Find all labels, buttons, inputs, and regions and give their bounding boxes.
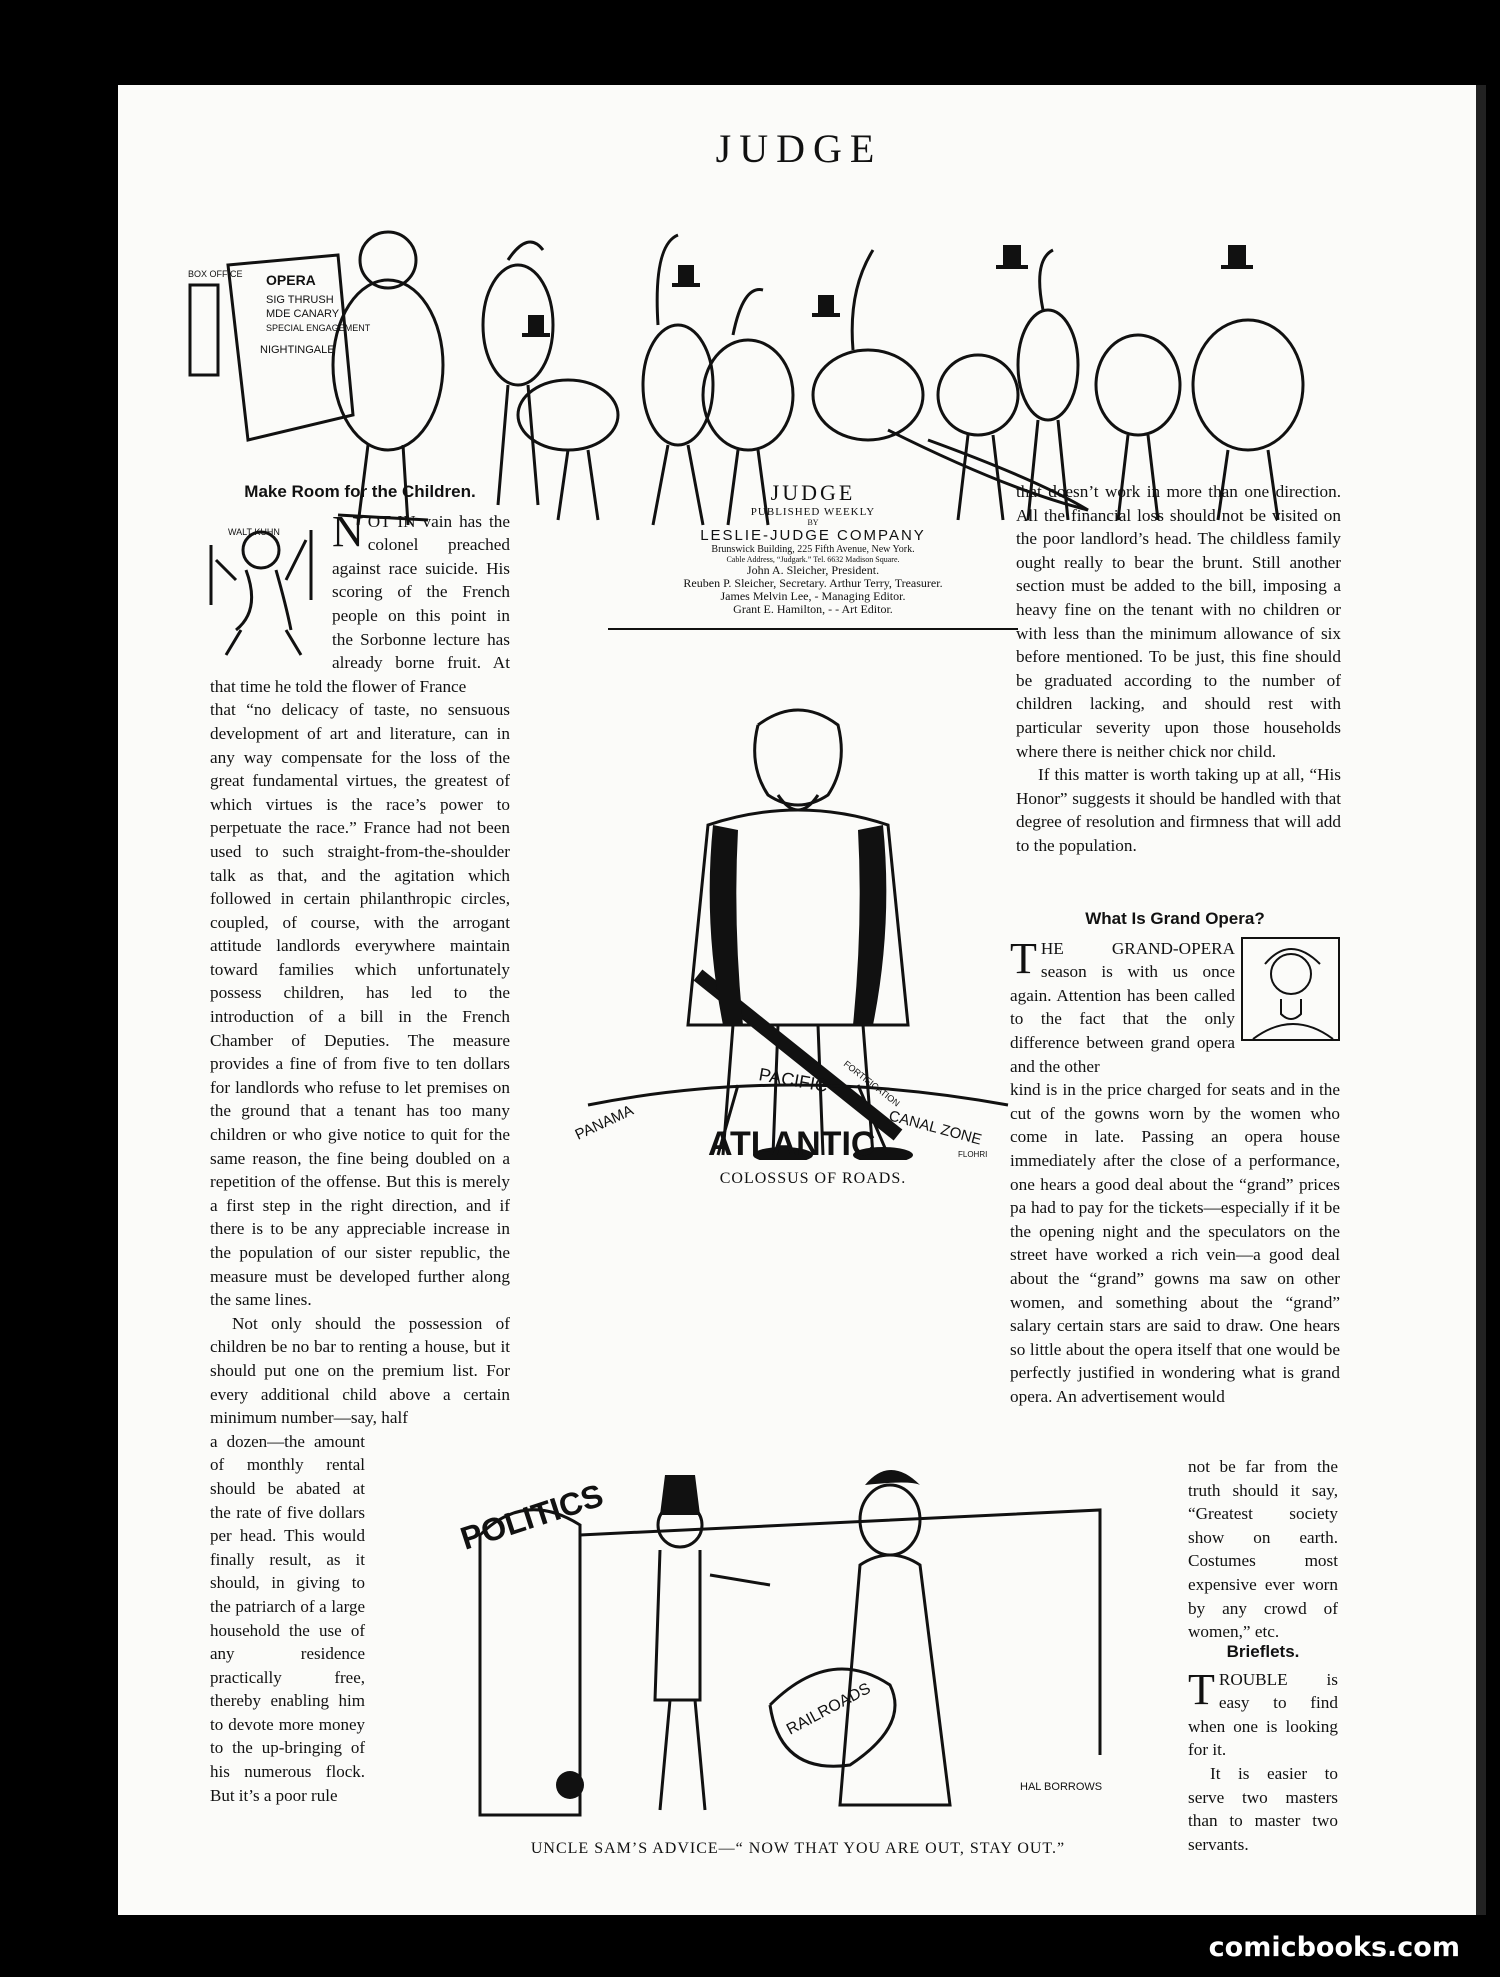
article-children-continued <box>1016 480 1341 858</box>
panama-label: PANAMA <box>572 1101 637 1144</box>
colophon-address: Brunswick Building, 225 Fifth Avenue, New York. <box>711 544 915 555</box>
opera-lady-portrait <box>1241 937 1340 1041</box>
dropcap-n: N <box>332 506 364 556</box>
article-opera <box>1010 907 1340 1408</box>
politics-caption: UNCLE SAM’S ADVICE—“ NOW THAT YOU ARE OUT, STAY OUT.” <box>530 1840 1066 1857</box>
flohri-signature: FLOHRI <box>958 1150 988 1159</box>
article-children-body-4: If this matter is worth taking up at all, “His Honor” suggests it should be handled with that degree of resolution and firmness that will add to the population. <box>1016 765 1341 855</box>
article-children-lead: OT IN vain has the colonel preached against race suicide. His scoring of the French people on this point in the Sorbonne lecture has already borne fruit. At that time he told the flower of France <box>210 511 510 696</box>
colossus-caption: COLOSSUS OF ROADS. <box>719 1170 907 1187</box>
walt-kuhn-signature: WALT KUHN <box>228 527 280 537</box>
article-children-body-2: Not only should the possession of children be no bar to renting a house, but it should put one on the premium list. For every additional child above a certain minimum number—say, half <box>210 1313 510 1428</box>
politics-label: POLITICS <box>456 1476 608 1557</box>
politics-cartoon <box>440 1455 1140 1830</box>
poster-line-1: SIG THRUSH <box>266 294 334 306</box>
brieflets-title: Brieflets. <box>1226 1642 1300 1661</box>
article-opera-body: kind is in the price charged for seats and in the cut of the gowns worn by the women who come in late. Passing an opera house immediately after the close of a performance, one hears a good deal about the “grand” prices pa had to pay for the tickets—especially if it be the opening night and the speculators on the street have worked a rich vein—a good deal about the “grand” gowns ma saw on other women, and something about the “grand” salary certain stars are said to draw. One hears so little about the opera itself that one would be perfectly justified in wondering what is grand opera. An advertisement would <box>1010 1080 1340 1406</box>
colophon-staff-4: Grant E. Hamilton, - - Art Editor. <box>608 603 1018 630</box>
page-binding-edge <box>1476 85 1486 1915</box>
colophon-staff-2: Reuben P. Sleicher, Secretary. Arthur Terry, Treasurer. <box>683 576 943 590</box>
article-children-title: Make Room for the Children. <box>244 482 476 501</box>
dropcap-t-opera: T <box>1010 933 1037 983</box>
atlantic-label: ATLANTIC <box>708 1125 876 1160</box>
poster-opera-text: OPERA <box>266 272 316 288</box>
box-office-sign: BOX OFFICE <box>188 269 243 279</box>
magazine-page <box>118 85 1480 1915</box>
colophon-company: LESLIE-JUDGE COMPANY <box>700 527 926 544</box>
canal-zone-label: CANAL ZONE <box>886 1107 984 1149</box>
article-brieflets <box>1188 1640 1338 1856</box>
fortification-label: FORTIFICATION <box>841 1058 902 1109</box>
poster-line-4: NIGHTINGALE <box>260 344 335 356</box>
colophon-staff-3: James Melvin Lee, - Managing Editor. <box>720 589 906 603</box>
colophon-staff-1: John A. Sleicher, President. <box>746 563 880 577</box>
railroads-label: RAILROADS <box>783 1680 874 1739</box>
colophon-by: BY <box>807 518 819 527</box>
article-children-body-narrow: a dozen—the amount of monthly rental should be abated at the rate of five dollars per head. This would finally result, as it should, in giving to the patriarch of a large household the use of any residence practically free, thereby enabling him to devote more money to the up-bringing of his numerous flock. But it’s a poor rule <box>210 1431 365 1805</box>
brieflets-p2: It is easier to serve two masters than to master two servants. <box>1188 1763 1338 1854</box>
colophon <box>608 480 1018 630</box>
colophon-title: JUDGE <box>770 480 856 505</box>
roosevelt-cartoon <box>206 510 326 660</box>
colophon-published: PUBLISHED WEEKLY <box>750 506 876 518</box>
article-opera-tail <box>1188 1455 1338 1644</box>
article-opera-lead: HE GRAND-OPERA season is with us once again. Attention has been called to the fact that the only difference between grand opera and the other <box>1010 938 1235 1076</box>
dropcap-t-brieflets: T <box>1188 1664 1215 1714</box>
watermark: comicbooks.com <box>1208 1932 1460 1963</box>
poster-line-3: SPECIAL ENGAGEMENT <box>266 323 371 333</box>
brieflets-p1: ROUBLE is easy to find when one is looking for it. <box>1188 1669 1338 1760</box>
borrows-signature: HAL BORROWS <box>1020 1781 1103 1793</box>
pacific-label: PACIFIC <box>757 1064 830 1097</box>
colophon-cable: Cable Address, “Judgark.” Tel. 6632 Madison Square. <box>726 555 900 564</box>
article-opera-title: What Is Grand Opera? <box>1085 909 1265 928</box>
poster-line-2: MDE CANARY <box>266 308 340 320</box>
article-children-body-3: that doesn’t work in more than one direction. All the financial loss should not be visited on the poor landlord’s head. The childless family ought really to bear the brunt. Still another section must be added to the bill, imposing a heavy fine on the tenant with no children or with less than the minimum allowance of six before mentioned. To be just, this fine should be graduated according to the number of children lacking, and should rest with particular severity upon those households where there is neither chick nor child. <box>1016 482 1341 761</box>
colossus-cartoon <box>558 685 1048 1160</box>
article-children-body-1: that “no delicacy of taste, no sensuous development of art and literature, can in any way compensate for the loss of the great fundamental virtues, the greatest of which virtues is the race’s power to perpetuate the race.” France had not been used to such straight-from-the-shoulder talk as that, and the agitation which followed in certain philanthropic circles, coupled, of course, with the arrogant attitude landlords everywhere maintain toward families which unfortunately possess children, has led to the introduction of a bill in the French Chamber of Deputies. The measure provides a fine of from five to ten dollars for landlords who refuse to let premises on the ground that a tenant has too many children or who give notice to quit for the same reason, the fine being doubled on a repetition of the offense. But this is merely a first step in the right direction, and if there is to be any appreciable increase in the population of our sister republic, the measure must be developed further along the same lines. <box>210 700 510 1310</box>
article-opera-tail-text: not be far from the truth should it say, “Greatest society show on earth. Costumes most expensive ever worn by any crowd of women,” etc. <box>1188 1457 1338 1642</box>
masthead-title: JUDGE <box>715 126 883 171</box>
